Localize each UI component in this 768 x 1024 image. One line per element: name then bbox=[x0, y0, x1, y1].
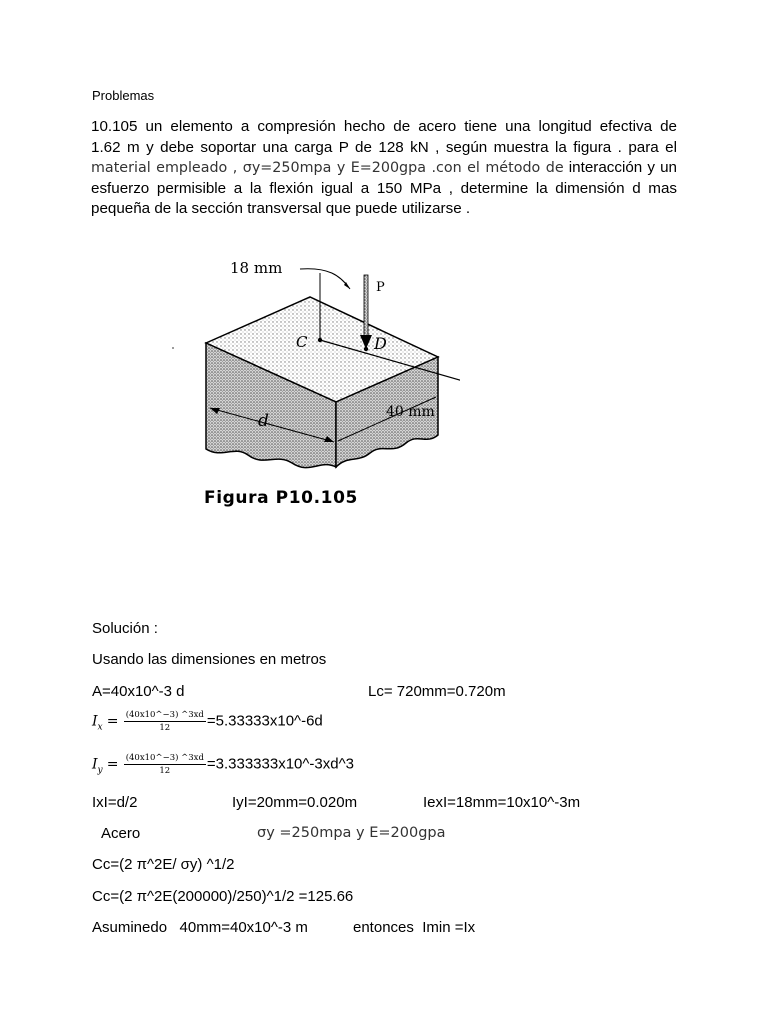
ix-subscript: x bbox=[97, 722, 103, 733]
problem-statement bbox=[91, 117, 677, 220]
iy-equals: = bbox=[106, 756, 119, 773]
label-c: C bbox=[296, 333, 308, 351]
iy-equation bbox=[92, 753, 354, 776]
stray-dot bbox=[172, 347, 174, 349]
solution-title: Solución : bbox=[92, 620, 158, 637]
solution-intro: Usando las dimensiones en metros bbox=[92, 651, 327, 668]
problem-line-4: esfuerzo permisible a la flexión igual a 150 MPa , determine la dimensión d mas bbox=[91, 179, 677, 197]
ixi-value: IxI=d/2 bbox=[92, 794, 138, 811]
point-d-marker bbox=[364, 347, 368, 351]
point-c-marker bbox=[318, 338, 322, 342]
iy-fraction bbox=[124, 753, 206, 776]
dim-18-leader bbox=[300, 269, 350, 289]
ix-numerator: (40x10^−3) ^3xd bbox=[125, 710, 204, 720]
iy-symbol: I bbox=[92, 756, 98, 773]
problem-line-5: pequeña de la sección transversal que puede utilizarse . bbox=[91, 200, 471, 217]
ix-symbol: I bbox=[92, 713, 98, 730]
figure-caption: Figura P10.105 bbox=[204, 488, 358, 508]
ix-equation bbox=[92, 710, 323, 733]
problem-line-3-rest: interacción y un bbox=[563, 159, 678, 176]
problem-line-1: 10.105 un elemento a compresión hecho de acero tiene una longitud efectiva de bbox=[91, 118, 677, 135]
acero-label: Acero bbox=[101, 825, 141, 842]
iy-numerator: (40x10^−3) ^3xd bbox=[125, 753, 204, 763]
lc-equation: Lc= 720mm=0.720m bbox=[368, 683, 506, 700]
label-d-point: D bbox=[374, 334, 387, 353]
ix-denominator: 12 bbox=[159, 723, 171, 733]
iexi-value: IexI=18mm=10x10^-3m bbox=[423, 794, 581, 811]
acero-properties: σy =250mpa y E=200gpa bbox=[257, 825, 446, 841]
problem-line-3-material: material empleado , σy=250mpa y E=200gpa .con el método de bbox=[91, 160, 564, 176]
label-18mm: 18 mm bbox=[230, 259, 283, 277]
iy-subscript: y bbox=[97, 765, 103, 776]
heading: Problemas bbox=[92, 88, 155, 103]
imin-statement: entonces Imin =Ix bbox=[353, 919, 476, 936]
problem-line-2: 1.62 m y debe soportar una carga P de 128 kN , según muestra la figura . para el bbox=[91, 138, 677, 156]
area-equation: A=40x10^-3 d bbox=[92, 683, 185, 700]
iy-result: =3.333333x10^-3xd^3 bbox=[206, 755, 354, 773]
assumption: Asuminedo 40mm=40x10^-3 m bbox=[92, 919, 308, 936]
iyi-value: IyI=20mm=0.020m bbox=[232, 794, 358, 811]
label-40mm: 40 mm bbox=[386, 404, 435, 420]
cc-formula: Cc=(2 π^2E/ σy) ^1/2 bbox=[92, 856, 235, 873]
iy-denominator: 12 bbox=[159, 766, 171, 776]
ix-equals: = bbox=[106, 713, 119, 730]
problem-line-3 bbox=[91, 158, 677, 179]
figure-p10-105 bbox=[160, 245, 460, 525]
label-d-dim: d bbox=[258, 411, 269, 431]
label-p: P bbox=[376, 280, 385, 295]
cc-computed: Cc=(2 π^2E(200000)/250)^1/2 =125.66 bbox=[92, 888, 354, 905]
load-arrow-shaft bbox=[364, 275, 368, 337]
ix-fraction bbox=[124, 710, 206, 733]
ix-result: =5.33333x10^-6d bbox=[206, 712, 323, 730]
